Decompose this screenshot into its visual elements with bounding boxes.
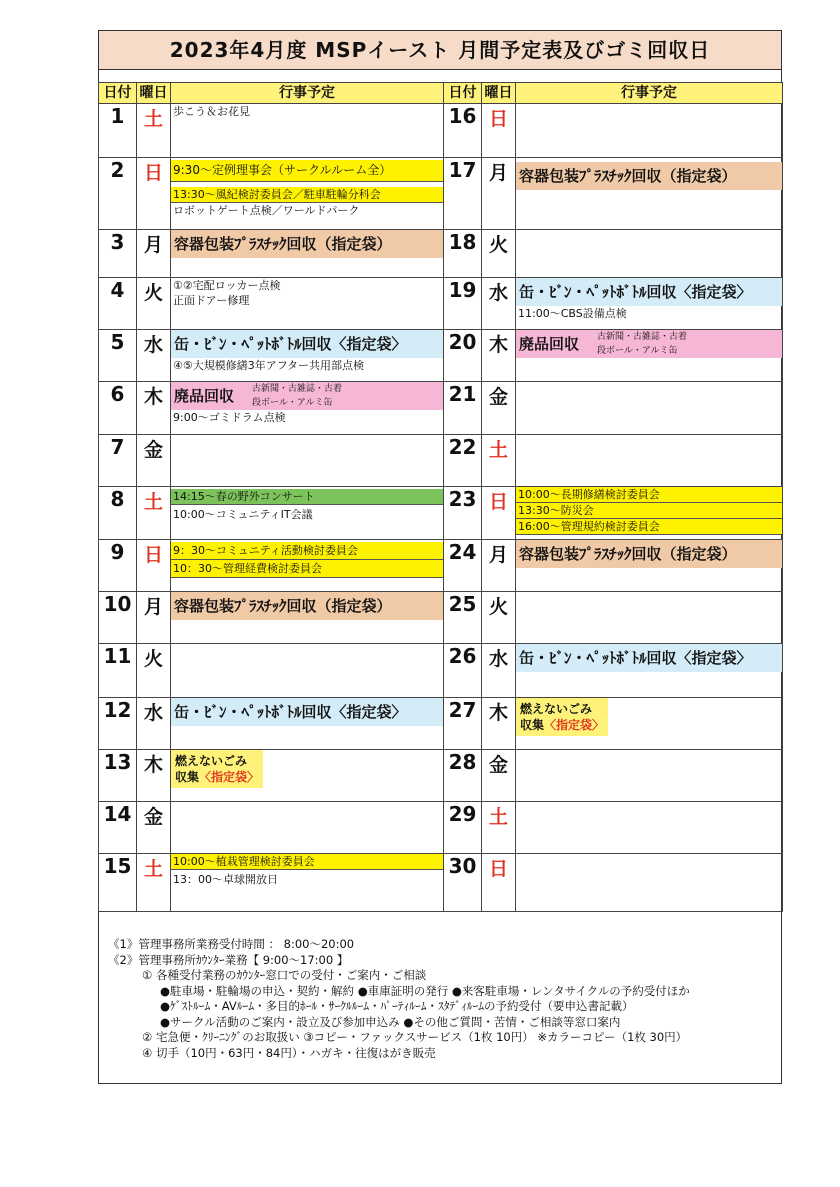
weekday: 土	[137, 104, 171, 158]
event-cell	[516, 330, 783, 382]
designated-bag-label: 〈指定袋〉	[199, 770, 260, 784]
weekday: 月	[482, 158, 516, 230]
note-line: ④ 切手（10円・63円・84円）・ハガキ・往復はがき販売	[142, 1045, 436, 1060]
waste-sub: 段ボール・アルミ缶	[252, 398, 333, 408]
event-cell	[516, 750, 783, 802]
event-meeting: 9:30～定例理事会（サークルルーム全）	[171, 160, 443, 182]
waste-collection	[516, 330, 782, 358]
nonburnable-label: 燃えないごみ	[175, 754, 248, 768]
table-row	[99, 230, 783, 278]
weekday: 金	[137, 435, 171, 487]
header-events: 行事予定	[516, 83, 783, 104]
weekday: 土	[482, 802, 516, 854]
note-line: ●サークル活動のご案内・設立及び参加申込み ●その他ご質問・苦情・ご相談等窓口案内	[160, 1014, 621, 1029]
day-number: 15	[99, 854, 137, 912]
table-row	[99, 487, 783, 540]
event-cell	[516, 382, 783, 435]
day-number: 20	[444, 330, 482, 382]
nonburnable-collection	[516, 698, 608, 736]
cans-collection: 缶・ﾋﾞﾝ・ﾍﾟｯﾄﾎﾞﾄﾙ回収〈指定袋〉	[516, 644, 782, 672]
event-cell	[171, 698, 444, 750]
day-number: 30	[444, 854, 482, 912]
day-number: 9	[99, 540, 137, 592]
weekday: 水	[482, 278, 516, 330]
table-row	[99, 644, 783, 698]
note-line: ① 各種受付業務のｶｳﾝﾀｰ窓口での受付・ご案内・ご相談	[142, 968, 427, 982]
nonburnable-label: 収集	[520, 718, 545, 732]
day-number: 29	[444, 802, 482, 854]
header-day: 日付	[99, 83, 137, 104]
event-text: 11:00～CBS設備点検	[518, 307, 627, 320]
day-number: 25	[444, 592, 482, 644]
table-row	[99, 540, 783, 592]
table-header-row	[99, 83, 783, 104]
day-number: 5	[99, 330, 137, 382]
event-meeting: 10：30～管理経費検討委員会	[171, 560, 443, 578]
weekday: 金	[482, 750, 516, 802]
day-number: 10	[99, 592, 137, 644]
weekday: 水	[137, 330, 171, 382]
event-meeting: 13:30～風紀検討委員会／駐車駐輪分科会	[171, 187, 443, 203]
table-row	[99, 104, 783, 158]
day-number: 17	[444, 158, 482, 230]
weekday: 土	[137, 854, 171, 912]
note-line: ●駐車場・駐輪場の申込・契約・解約 ●車庫証明の発行 ●来客駐車場・レンタサイクルの予約受付ほか	[160, 983, 690, 998]
event-text: 10:00～コミュニティIT会議	[173, 508, 313, 521]
event-cell	[516, 278, 783, 330]
weekday: 金	[137, 802, 171, 854]
waste-sub: 古新聞・古雑誌・古着	[252, 384, 343, 394]
cans-collection: 缶・ﾋﾞﾝ・ﾍﾟｯﾄﾎﾞﾄﾙ回収〈指定袋〉	[171, 330, 443, 358]
table-row	[99, 698, 783, 750]
plastic-collection: 容器包装ﾌﾟﾗｽﾁｯｸ回収（指定袋）	[516, 540, 782, 568]
event-concert: 14:15～春の野外コンサート	[171, 489, 443, 505]
note-line: 《2》管理事務所ｶｳﾝﾀｰ業務【 9:00～17:00 】	[108, 952, 349, 967]
event-cell	[171, 158, 444, 230]
day-number: 23	[444, 487, 482, 540]
weekday: 金	[482, 382, 516, 435]
weekday: 月	[137, 230, 171, 278]
event-text: 歩こう＆お花見	[173, 105, 250, 118]
plastic-collection: 容器包装ﾌﾟﾗｽﾁｯｸ回収（指定袋）	[171, 592, 443, 620]
waste-sub: 古新聞・古雑誌・古着	[597, 332, 688, 342]
header-weekday: 曜日	[137, 83, 171, 104]
nonburnable-collection	[171, 750, 263, 788]
day-number: 22	[444, 435, 482, 487]
plastic-collection: 容器包装ﾌﾟﾗｽﾁｯｸ回収（指定袋）	[171, 230, 443, 258]
event-cell	[516, 698, 783, 750]
weekday: 土	[482, 435, 516, 487]
weekday: 木	[137, 750, 171, 802]
event-cell	[516, 435, 783, 487]
event-text: 9:00～ゴミドラム点検	[173, 411, 286, 424]
weekday: 火	[137, 278, 171, 330]
event-cell	[516, 540, 783, 592]
weekday: 日	[482, 854, 516, 912]
event-cell	[171, 854, 444, 912]
event-cell	[516, 487, 783, 540]
day-number: 27	[444, 698, 482, 750]
event-cell	[171, 644, 444, 698]
header-weekday: 曜日	[482, 83, 516, 104]
day-number: 12	[99, 698, 137, 750]
event-meeting: 13:30～防災会	[516, 503, 782, 519]
nonburnable-label: 燃えないごみ	[520, 702, 593, 716]
event-cell	[516, 104, 783, 158]
event-cell	[171, 802, 444, 854]
day-number: 3	[99, 230, 137, 278]
weekday: 月	[482, 540, 516, 592]
weekday: 日	[482, 104, 516, 158]
table-row	[99, 750, 783, 802]
event-cell	[171, 435, 444, 487]
note-line: 《1》管理事務所業務受付時間 ： 8:00～20:00	[108, 937, 355, 951]
weekday: 火	[137, 644, 171, 698]
weekday: 水	[482, 644, 516, 698]
weekday: 火	[482, 592, 516, 644]
event-cell	[171, 230, 444, 278]
day-number: 2	[99, 158, 137, 230]
waste-label: 廃品回収	[174, 387, 235, 405]
table-row	[99, 802, 783, 854]
weekday: 土	[137, 487, 171, 540]
event-meeting: 10:00～長期修繕検討委員会	[516, 487, 782, 503]
day-number: 1	[99, 104, 137, 158]
day-number: 26	[444, 644, 482, 698]
event-cell	[171, 540, 444, 592]
weekday: 木	[482, 698, 516, 750]
event-text: ロボットゲート点検／ワールドパーク	[173, 204, 360, 217]
schedule-table	[98, 82, 783, 912]
event-cell	[171, 592, 444, 644]
weekday: 日	[137, 158, 171, 230]
weekday: 木	[137, 382, 171, 435]
event-cell	[171, 330, 444, 382]
event-meeting: 16:00～管理規約検討委員会	[516, 519, 782, 535]
waste-collection	[171, 382, 443, 410]
weekday: 月	[137, 592, 171, 644]
day-number: 4	[99, 278, 137, 330]
cans-collection: 缶・ﾋﾞﾝ・ﾍﾟｯﾄﾎﾞﾄﾙ回収〈指定袋〉	[171, 698, 443, 726]
office-notes	[108, 937, 773, 1061]
day-number: 24	[444, 540, 482, 592]
event-text: 13：00～卓球開放日	[173, 873, 278, 886]
event-cell	[516, 802, 783, 854]
waste-label: 廃品回収	[519, 335, 580, 353]
event-cell	[516, 644, 783, 698]
day-number: 8	[99, 487, 137, 540]
table-row	[99, 592, 783, 644]
day-number: 21	[444, 382, 482, 435]
table-row	[99, 435, 783, 487]
day-number: 7	[99, 435, 137, 487]
weekday: 木	[482, 330, 516, 382]
event-text: ①②宅配ロッカー点検	[173, 279, 281, 292]
event-cell	[516, 854, 783, 912]
event-meeting: 10:00～植栽管理検討委員会	[171, 854, 443, 870]
table-row	[99, 854, 783, 912]
nonburnable-label: 収集	[175, 770, 200, 784]
day-number: 14	[99, 802, 137, 854]
table-row	[99, 278, 783, 330]
designated-bag-label: 〈指定袋〉	[544, 718, 605, 732]
day-number: 18	[444, 230, 482, 278]
weekday: 水	[137, 698, 171, 750]
note-line: ●ｹﾞｽﾄﾙｰﾑ・AVﾙｰﾑ・多目的ﾎｰﾙ・ｻｰｸﾙﾙｰﾑ・ﾊﾟｰﾃｨﾙｰﾑ・ｽﾀﾃﾞｨﾙｰﾑの予約受付（要申込書記載）	[160, 999, 634, 1013]
event-text: 正面ドアー修理	[173, 294, 250, 307]
weekday: 日	[137, 540, 171, 592]
day-number: 19	[444, 278, 482, 330]
waste-sub: 段ボール・アルミ缶	[597, 346, 678, 356]
cans-collection: 缶・ﾋﾞﾝ・ﾍﾟｯﾄﾎﾞﾄﾙ回収〈指定袋〉	[516, 278, 782, 306]
day-number: 13	[99, 750, 137, 802]
table-row	[99, 382, 783, 435]
event-cell	[516, 158, 783, 230]
event-meeting: 9：30～コミュニティ活動検討委員会	[171, 542, 443, 560]
event-cell	[171, 382, 444, 435]
plastic-collection: 容器包装ﾌﾟﾗｽﾁｯｸ回収（指定袋）	[516, 162, 782, 190]
event-text: ④⑤大規模修繕3年アフター共用部点検	[173, 359, 364, 372]
header-events: 行事予定	[171, 83, 444, 104]
day-number: 11	[99, 644, 137, 698]
page-title: 2023年4月度 MSPイースト 月間予定表及びゴミ回収日	[98, 30, 782, 70]
event-cell	[171, 104, 444, 158]
weekday: 日	[482, 487, 516, 540]
event-cell	[516, 230, 783, 278]
event-cell	[516, 592, 783, 644]
table-row	[99, 330, 783, 382]
day-number: 16	[444, 104, 482, 158]
event-cell	[171, 487, 444, 540]
note-line: ② 宅急便・ｸﾘｰﾆﾝｸﾞのお取扱い ③コピー・ファックスサービス（1枚 10円） ※カラーコピー（1枚 30円）	[142, 1030, 688, 1044]
day-number: 6	[99, 382, 137, 435]
header-day: 日付	[444, 83, 482, 104]
day-number: 28	[444, 750, 482, 802]
event-cell	[171, 278, 444, 330]
table-row	[99, 158, 783, 230]
weekday: 火	[482, 230, 516, 278]
event-cell	[171, 750, 444, 802]
